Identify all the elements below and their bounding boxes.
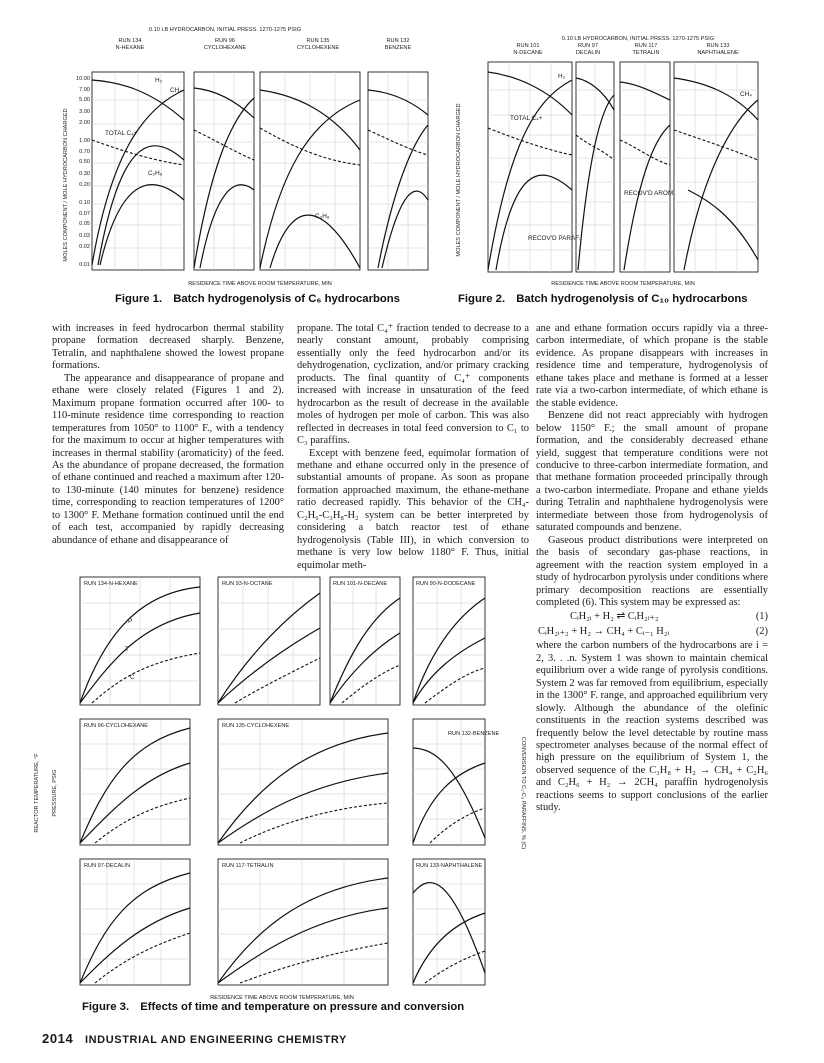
- figure-2-run-97: RUN 97: [578, 43, 598, 49]
- ytick: 5.00: [79, 97, 90, 103]
- figure-1-run-134: RUN 134: [118, 38, 142, 44]
- equation-1-number: (1): [755, 611, 768, 623]
- figure-2-feed-naphthalene: NAPHTHALENE: [697, 50, 739, 56]
- figure-2-label-recovd-paraf: RECOV'D PARAF.: [528, 235, 581, 242]
- ytick: 0.07: [79, 211, 90, 217]
- figure-1-ylabel: MOLES COMPONENT / MOLE HYDROCARBON CHARGED: [63, 108, 69, 262]
- figure-1-header: 0.10 LB HYDROCARBON, INITIAL PRESS. 1270-1275 PSIG: [148, 27, 302, 33]
- figure-2-header: 0.10 LB HYDROCARBON, INITIAL PRESS. 1270-1275 PSIG: [561, 36, 715, 42]
- figure-2-plot: [448, 0, 788, 312]
- figure-3-ylabel-temperature: REACTOR TEMPERATURE, °F: [34, 753, 40, 833]
- panel-title: RUN 93-N-OCTANE: [222, 581, 273, 587]
- figure-3-xlabel: RESIDENCE TIME ABOVE ROOM TEMPERATURE, MIN: [210, 995, 354, 1001]
- figure-1-label-c3h8: C₃H₈: [315, 213, 330, 220]
- ytick: 7.00: [79, 87, 90, 93]
- figure-2-panel-tetralin: [620, 62, 670, 272]
- figure-1-caption-label: Figure 1.: [115, 293, 163, 305]
- panel-title: RUN 90-N-DODECANE: [416, 581, 476, 587]
- figure-1: [60, 0, 440, 312]
- figure-2-label-ch4: CH₄: [740, 91, 752, 98]
- equation-2-number: (2): [755, 625, 768, 637]
- figure-2-run-133: RUN 133: [706, 43, 730, 49]
- figure-2-label-recovd-arom: RECOV'D AROM.: [624, 190, 675, 197]
- ytick: 0.03: [79, 233, 90, 239]
- figure-3-caption: [82, 1001, 464, 1013]
- figure-3: [30, 573, 530, 1016]
- figure-3-caption-text: Effects of time and temperature on pressure and conversion: [140, 1001, 465, 1013]
- figure-1-label-total: TOTAL C₄+: [105, 130, 138, 137]
- ytick: 0.01: [79, 262, 90, 268]
- panel-title: RUN 134-N-HEXANE: [84, 581, 138, 587]
- figure-1-panel-benzene: [368, 72, 428, 270]
- figure-3-panel-naphthalene: [413, 859, 485, 985]
- figure-3-panel-cyclohexene: [218, 719, 388, 845]
- figure-1-panel-n-hexane: [92, 72, 184, 270]
- ytick: 0.05: [79, 221, 90, 227]
- paragraph: Benzene did not react appreciably with hydrogen below 1150° F.; the small amount of propane formation, and the considerably decreased ethane yield, suggest that temperature conditions were not conducive to three-carbon intermediate formation, and that methane formation proceeded principally through a two-carbon intermediate. Propane and ethane yields during Tetralin and naphthalene hydrogenolysis were intermediate between those from hydrogenolysis of saturated compounds and benzene.: [536, 410, 768, 534]
- paragraph: with increases in feed hydrocarbon thermal stability propane formation decreased sharply. Benzene, Tetralin, and naphthalene showed the lowest propane formations.: [52, 323, 284, 372]
- panel-title: RUN 135-CYCLOHEXENE: [222, 723, 290, 729]
- paragraph: The appearance and disappearance of propane and ethane were closely related (Figures 1 and 2). Maximum propane formation occurred after 100- to 110-minute residence time corresponding to reaction temperatures from 1050° to 1100° F., with a tendency for the maximum to occur at higher temperatures with increases in thermal stability (aromaticity) of the feed. As the abundance of propane decreased, the formation of ethane continued and reached a maximum after 120- to 130-minute (140 minutes for benzene) residence time, corresponding to reaction temperatures of 1200° to 1300° F. Methane formation continued until the end of each test, accompanied by rapidly decreasing abundance of ethane and disappearance of: [52, 372, 284, 546]
- figure-1-caption-text: Batch hydrogenolysis of C₆ hydrocarbons: [173, 293, 400, 305]
- figure-1-label-ch4: CH₄: [170, 87, 182, 94]
- figure-2-feed-decalin: DECALIN: [575, 50, 601, 56]
- figure-2-label-total: TOTAL C₄+: [510, 115, 543, 122]
- panel-title: RUN 101-N-DECANE: [333, 581, 388, 587]
- figure-3-panel-cyclohexane: [80, 719, 190, 845]
- panel-title: RUN 97-DECALIN: [84, 863, 131, 869]
- ytick: 0.02: [79, 244, 90, 250]
- equation-1-expr: CᵢH₂ᵢ + H₂ ⇌ CᵢH₂ᵢ₊₂: [570, 611, 659, 623]
- page-footer: [42, 1031, 347, 1046]
- figure-1-run-132: RUN 132: [386, 38, 410, 44]
- ytick: 0.20: [79, 182, 90, 188]
- ytick: 0.50: [79, 159, 90, 165]
- figure-3-panel-n-decane: [330, 577, 400, 705]
- ytick: 2.00: [79, 120, 90, 126]
- equation-1: [536, 611, 768, 623]
- paragraph: ane and ethane formation occurs rapidly via a three-carbon intermediate, of which propane is the stable evidence. As propane disappears with increases in residence time and temperature, hydrogenolysis of ethane takes place and methane is formed at a lesser rate via a two-carbon intermediate, of which ethane is the stable evidence.: [536, 323, 768, 409]
- ytick: 0.30: [79, 171, 90, 177]
- figure-2-feed-tetralin: TETRALIN: [632, 50, 660, 56]
- figure-1-feed-cyclohexane: CYCLOHEXANE: [203, 45, 247, 51]
- figure-3-ylabel-pressure: PRESSURE, PSIG: [52, 769, 58, 817]
- column-2: [297, 323, 529, 572]
- figure-1-caption: [115, 293, 400, 305]
- panel-title: RUN 133-NAPHTHALENE: [416, 863, 483, 869]
- page-number: 2014: [42, 1031, 74, 1046]
- figure-2-caption-label: Figure 2.: [458, 293, 506, 305]
- equation-2: [536, 626, 768, 638]
- figure-1-plot: [60, 0, 440, 312]
- figure-2-panel-decalin: [576, 62, 614, 272]
- figure-2-run-101: RUN 101: [516, 43, 540, 49]
- figure-1-run-96: RUN 96: [215, 38, 235, 44]
- figure-3-ylabel-conversion: CONVERSION TO C₁-C₃ PARAFFINS, % (C): [520, 736, 526, 850]
- paragraph: propane. The total C₄⁺ fraction tended to decrease to a nearly constant amount, probably comprising essentially only the feed hydrocarbon and/or its dehydrogenation, cyclization, and/or primary cracking products. The final quantity of C₄⁺ components increased with increase in unsaturation of the feed hydrocarbon as the result of decrease in the available moles of hydrogen per mole of carbon. This was also reflected in decreases in total feed conversion to C₁ to C₃ paraffins.: [297, 323, 529, 447]
- figure-3-plot: [30, 573, 530, 1016]
- ytick: 0.70: [79, 149, 90, 155]
- figure-2-feed-n-decane: N-DECANE: [513, 50, 543, 56]
- figure-3-panel-decalin: [80, 859, 190, 985]
- figure-1-feed-cyclohexene: CYCLOHEXENE: [296, 45, 340, 51]
- figure-2: [448, 0, 788, 312]
- ytick: 10.00: [76, 76, 90, 82]
- ytick: 1.00: [79, 138, 90, 144]
- figure-2-label-h2: H₂: [558, 73, 566, 80]
- figure-1-panel-cyclohexane: [194, 72, 254, 270]
- figure-3-panel-n-octane: [218, 577, 320, 705]
- figure-1-xlabel: RESIDENCE TIME ABOVE ROOM TEMPERATURE, MIN: [188, 281, 332, 287]
- figure-2-caption: [458, 293, 748, 305]
- panel-title: RUN 117-TETRALIN: [222, 863, 274, 869]
- figure-2-xlabel: RESIDENCE TIME ABOVE ROOM TEMPERATURE, MIN: [551, 281, 695, 287]
- column-3: [536, 323, 768, 815]
- figure-1-run-135: RUN 135: [306, 38, 330, 44]
- figure-1-feed-n-hexane: N-HEXANE: [115, 45, 145, 51]
- panel-title: RUN 132-BENZENE: [448, 731, 500, 737]
- figure-3-panel-n-hexane: [80, 577, 200, 705]
- figure-1-label-h2: H₂: [155, 77, 163, 84]
- curve-label-p: P: [128, 618, 133, 625]
- figure-1-feed-benzene: BENZENE: [384, 45, 412, 51]
- paragraph: Except with benzene feed, equimolar formation of methane and ethane occurred only in the presence of substantial amounts of propane. As soon as propane formation approached maximum, the ethane-methane ratio decreased rapidly. This behavior of the CH₄-C₂H₆-C₃H₈-H₂ system can be better interpreted by considering a batch reactor test of ethane hydrogenolysis (Table III), in which conversion to methane is very low below 1180° F. Thus, initial equimolar meth-: [297, 447, 529, 571]
- curve-label-t: T: [125, 646, 129, 653]
- figure-2-caption-text: Batch hydrogenolysis of C₁₀ hydrocarbons: [516, 293, 748, 305]
- figure-2-run-117: RUN 117: [634, 43, 658, 49]
- equation-2-expr: CᵢH₂ᵢ₊₂ + H₂ → CH₄ + Cᵢ₋₁ H₂ᵢ: [538, 625, 670, 637]
- paragraph: where the carbon numbers of the hydrocarbons are i = 2, 3. . .n. System 1 was shown to maintain chemical equilibrium over a wide range of pyrolysis conditions. System 2 was far removed from equilibrium, especially in the 1300° F. range, and approached equilibrium very slowly. Although the abundance of the olefinic constituents in the reaction systems described was frequently below the level detectable by routine mass spectrometer analyses because of the normal effect of high pressure on the equilibrium of System 1, the observed sequence of the C₃H₈ + H₂ → CH₄ + C₂H₆ and C₂H₆ + H₂ → 2CH₄ paraffin hydrogenolysis reactions seems to support conclusions of the earlier study.: [536, 640, 768, 814]
- figure-2-ylabel: MOLES COMPONENT / MOLE HYDROCARBON CHARGED: [456, 103, 462, 257]
- figure-3-caption-label: Figure 3.: [82, 1001, 130, 1013]
- figure-3-panel-n-dodecane: [413, 577, 485, 705]
- figure-1-label-c2h6: C₂H₆: [148, 170, 163, 177]
- journal-name: INDUSTRIAL AND ENGINEERING CHEMISTRY: [84, 1034, 347, 1046]
- ytick: 3.00: [79, 109, 90, 115]
- column-1: [52, 323, 284, 547]
- figure-3-panel-benzene: [413, 719, 500, 845]
- figure-3-panel-tetralin: [218, 859, 388, 985]
- ytick: 0.10: [79, 200, 90, 206]
- panel-title: RUN 96-CYCLOHEXANE: [84, 723, 149, 729]
- figure-1-panel-cyclohexene: [260, 72, 360, 270]
- curve-label-c: C: [130, 674, 135, 681]
- paragraph: Gaseous product distributions were interpreted on the basis of secondary gas-phase reactions, in agreement with the reaction system employed in a study of hydrocarbon pyrolysis under conditions where primary decomposition reactions are essentially completed (6). This system may be expressed as:: [536, 534, 768, 608]
- figure-1-yticks: [76, 76, 90, 268]
